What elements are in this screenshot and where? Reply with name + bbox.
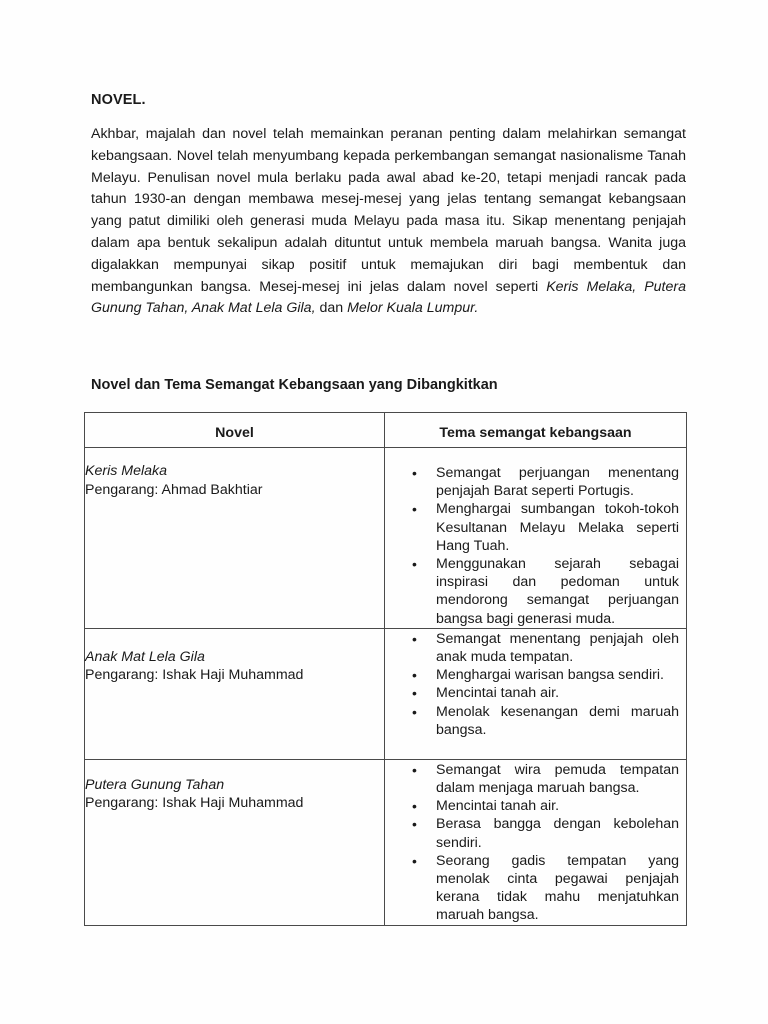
novel-title: Putera Gunung Tahan — [85, 776, 225, 793]
bullet-icon: • — [412, 465, 417, 481]
page-title: NOVEL. — [91, 92, 146, 108]
theme-cell — [385, 448, 687, 629]
list-item — [385, 797, 679, 815]
novel-theme-table — [84, 412, 687, 926]
table-row — [85, 628, 687, 759]
theme-text: Mencintai tanah air. — [436, 685, 560, 702]
novel-author: Pengarang: Ahmad Bakhtiar — [85, 481, 263, 498]
table-header-row — [85, 413, 687, 448]
theme-text: Berasa bangga dengan kebolehan sendiri. — [436, 816, 679, 851]
bullet-icon: • — [412, 630, 417, 647]
bullet-icon: • — [412, 852, 417, 869]
theme-text: Semangat menentang penjajah oleh anak muda tempatan. — [436, 630, 679, 666]
novel-author: Pengarang: Ishak Haji Muhammad — [85, 667, 304, 684]
list-item — [385, 464, 679, 500]
novel-title: Keris Melaka — [85, 463, 168, 479]
bullet-icon: • — [412, 761, 417, 778]
novel-cell — [85, 759, 385, 925]
list-item — [385, 500, 679, 555]
theme-text: Menolak kesenangan demi maruah bangsa. — [436, 703, 679, 738]
list-item — [385, 684, 679, 702]
novel-cell — [85, 628, 385, 759]
bullet-icon: • — [412, 667, 417, 684]
list-item — [385, 703, 679, 739]
column-header-theme: Tema semangat kebangsaan — [385, 413, 687, 448]
novel-cell — [85, 448, 385, 629]
theme-text: Menggunakan sejarah sebagai inspirasi dan pedoman untuk mendorong semangat perjuangan bangsa bagi generasi muda. — [436, 556, 679, 627]
theme-cell — [385, 628, 687, 759]
theme-text: Semangat wira pemuda tempatan dalam menjaga maruah bangsa. — [436, 761, 679, 797]
list-item — [385, 761, 679, 797]
table-row — [85, 759, 687, 925]
bullet-icon: • — [412, 501, 417, 518]
bullet-icon: • — [412, 703, 417, 720]
list-item — [385, 815, 679, 851]
list-item — [385, 852, 679, 925]
theme-list — [385, 464, 686, 628]
section-heading: Novel dan Tema Semangat Kebangsaan yang Dibangkitkan — [91, 377, 498, 393]
bullet-icon: • — [412, 685, 417, 702]
theme-list — [385, 630, 686, 739]
novel-author: Pengarang: Ishak Haji Muhammad — [85, 795, 304, 812]
bullet-icon: • — [412, 798, 417, 815]
novel-title: Anak Mat Lela Gila — [85, 648, 205, 665]
list-item — [385, 630, 679, 666]
theme-cell — [385, 759, 687, 925]
bullet-icon: • — [412, 556, 417, 573]
paragraph-italic-novel-titles: Keris Melaka, Putera Gunung Tahan, Anak Mat Lela Gila, — [91, 278, 686, 317]
paragraph-italic-novel-title-last: Melor Kuala Lumpur. — [347, 300, 479, 317]
theme-text: Seorang gadis tempatan yang menolak cinta pegawai penjajah kerana tidak mahu menjatuhkan maruah bangsa. — [436, 852, 679, 924]
theme-text: Menghargai warisan bangsa sendiri. — [436, 667, 664, 684]
theme-text: Mencintai tanah air. — [436, 798, 560, 815]
intro-paragraph — [91, 124, 686, 320]
paragraph-text: Akhbar, majalah dan novel telah memainkan peranan penting dalam melahirkan semangat kebangsaan. Novel telah menyumbang kepada perkembangan semangat nasionalisme Tanah Melayu. Penulisan novel mula berlaku pada awal abad ke-20, tetapi menjadi rancak pada tahun 1930-an dengan membawa mesej-mesej yang jelas tentang semangat kebangsaan yang patut dimiliki oleh generasi muda Melayu pada masa itu. Sikap menentang penjajah dalam apa bentuk sekalipun adalah dituntut untuk membela maruah bangsa. Wanita juga digalakkan mempunyai sikap positif untuk memajukan diri bagi membentuk dan membangunkan bangsa. Mesej-mesej ini jelas dalam novel seperti — [91, 126, 686, 295]
theme-list — [385, 761, 686, 925]
list-item — [385, 555, 679, 628]
theme-text: Menghargai sumbangan tokoh-tokoh Kesultanan Melayu Melaka seperti Hang Tuah. — [436, 501, 679, 554]
theme-text: Semangat perjuangan menentang penjajah Barat seperti Portugis. — [436, 465, 679, 500]
bullet-icon: • — [412, 816, 417, 833]
table-row — [85, 448, 687, 629]
paragraph-connector: dan — [315, 300, 348, 317]
list-item — [385, 666, 679, 684]
column-header-novel: Novel — [85, 413, 385, 448]
